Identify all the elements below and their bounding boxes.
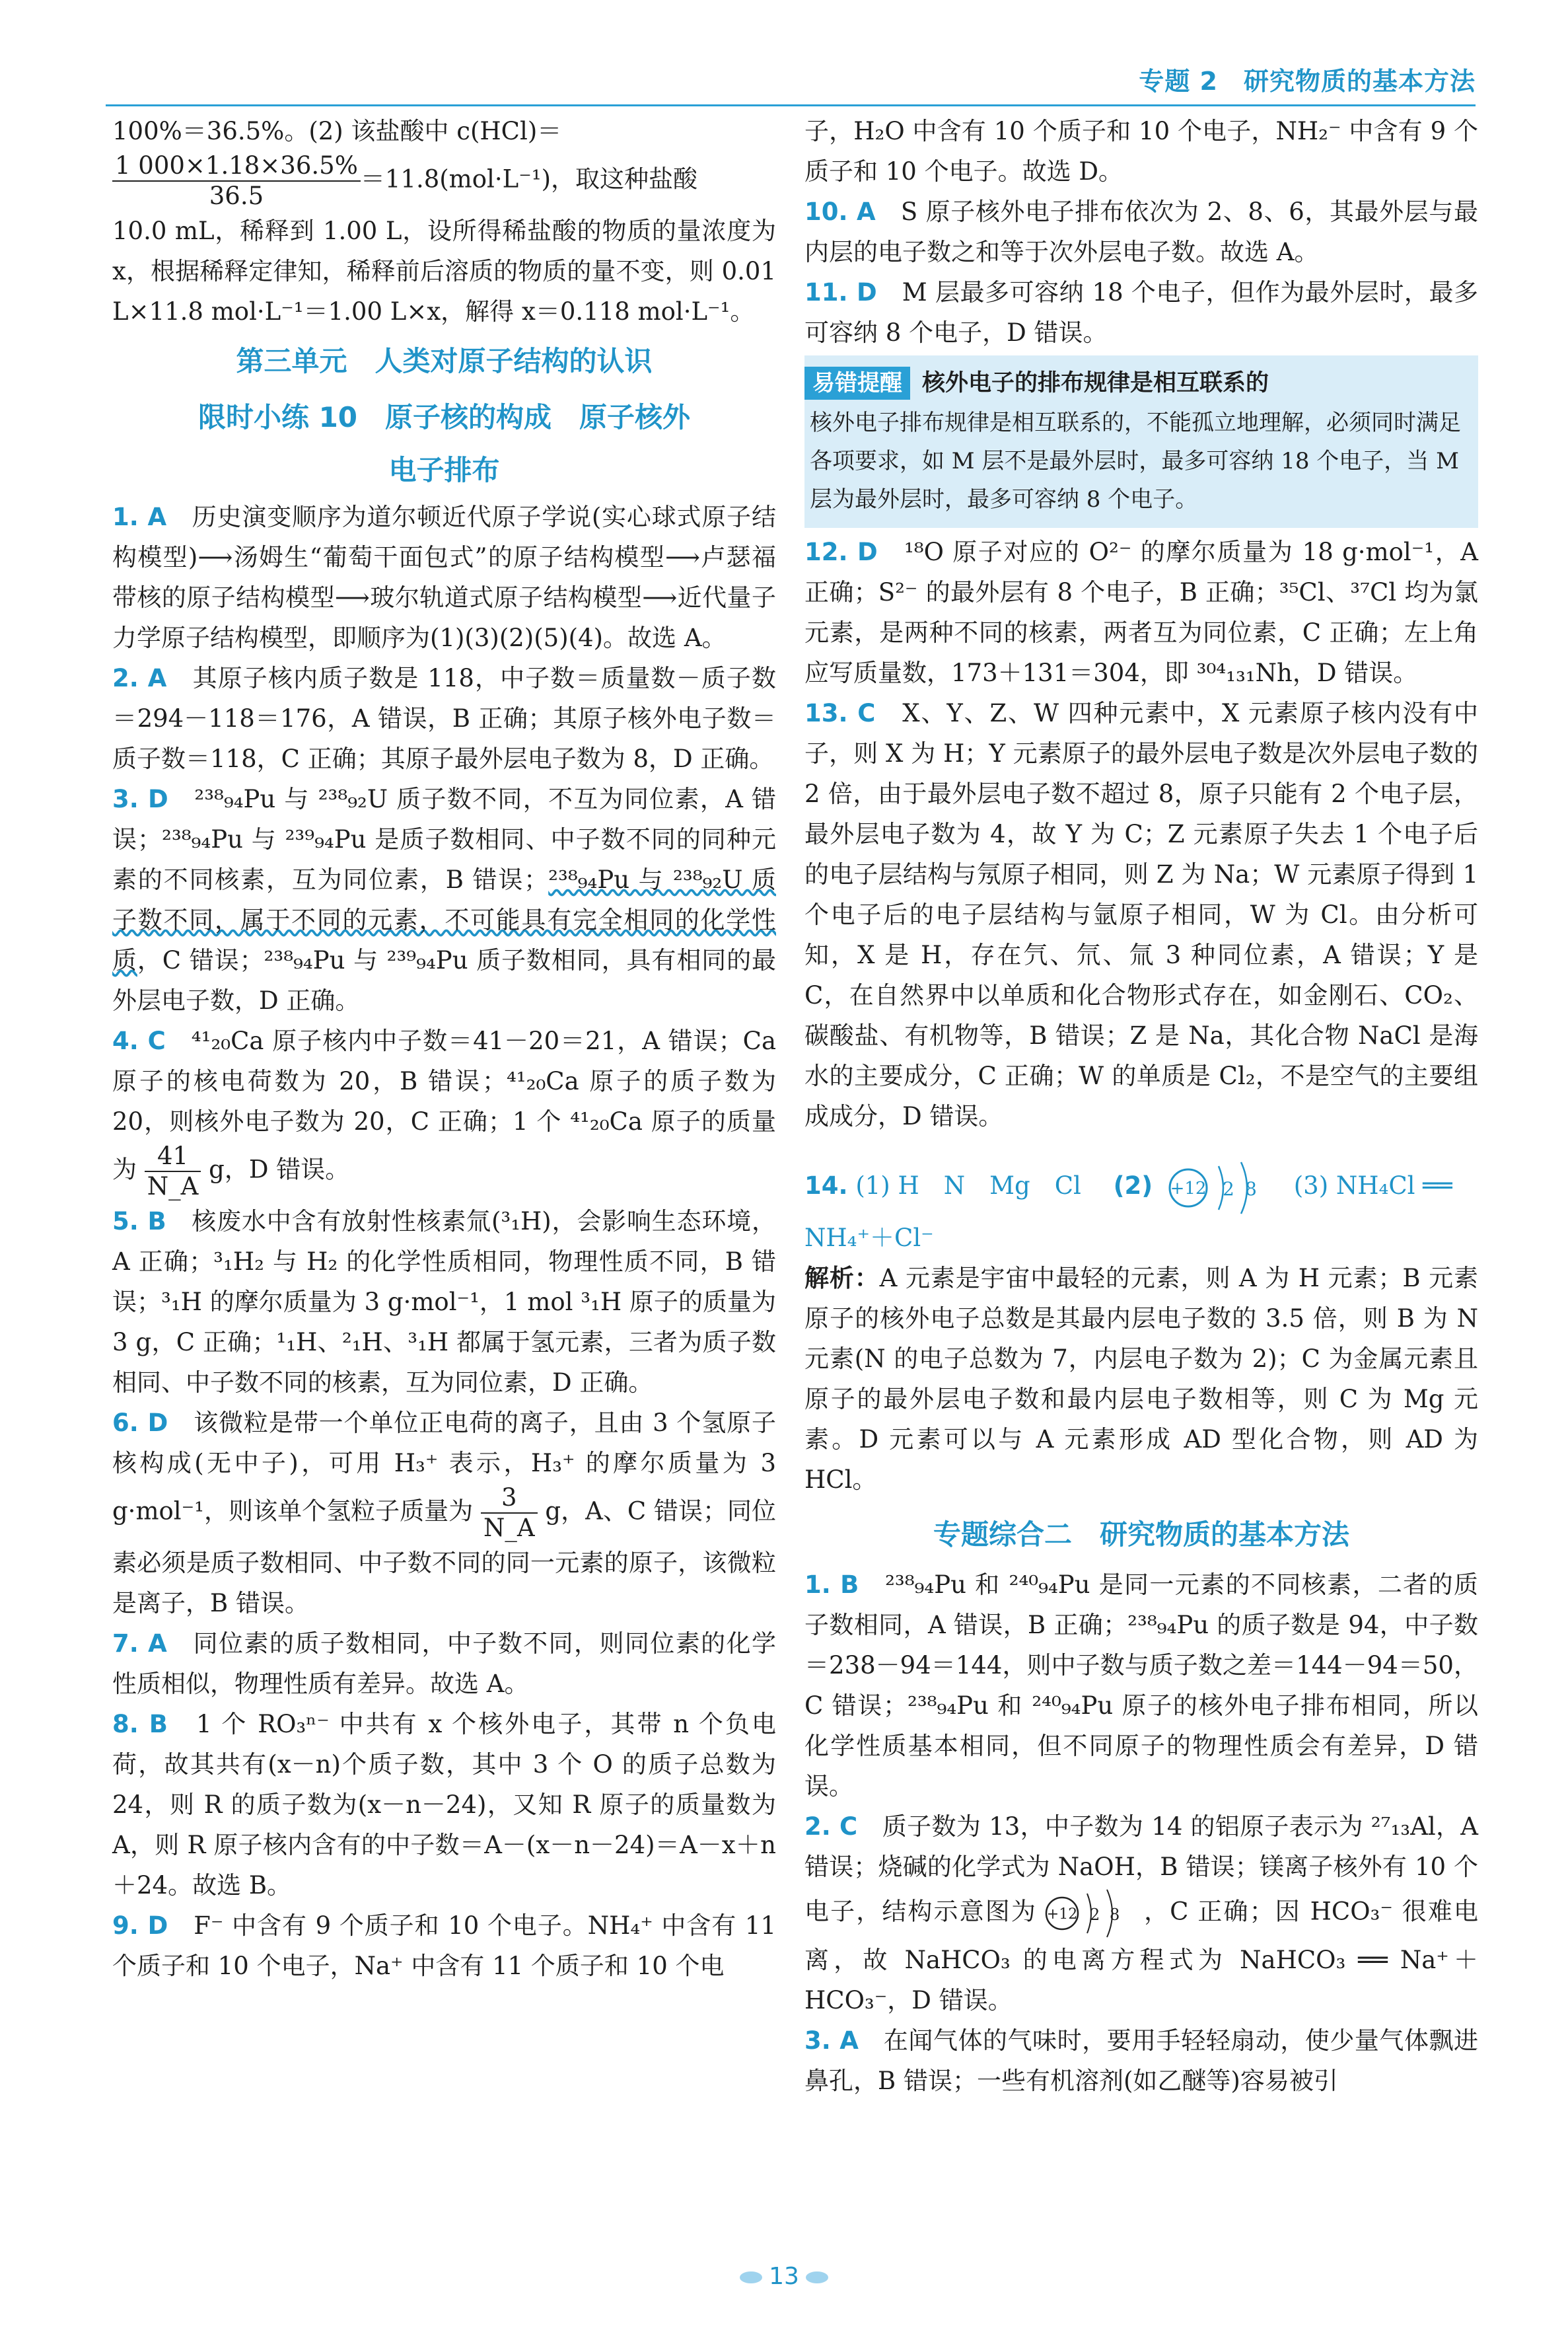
leaf-ornament-icon — [740, 2271, 762, 2283]
left-paragraph-dilution: 10.0 mL，稀释到 1.00 L，设所得稀盐酸的物质的量浓度为 x，根据稀释定律知，稀释前后溶质的物质的量不变，则 0.01 L×11.8 mol·L⁻¹＝1.00 L×x，解得 x＝0.118 mol·L⁻¹。 — [112, 217, 776, 326]
svg-text:8: 8 — [1109, 1905, 1120, 1924]
svg-text:+12: +12 — [1046, 1905, 1078, 1923]
left-line-1: 100%＝36.5%。(2) 该盐酸中 c(HCl)＝ — [112, 117, 562, 145]
page-header-title: 专题 2 研究物质的基本方法 — [1139, 67, 1476, 96]
error-tip-box — [804, 355, 1478, 528]
page-footer — [0, 2263, 1568, 2290]
review-answer-1: 1. B ²³⁸₉₄Pu 和 ²⁴⁰₉₄Pu 是同一元素的不同核素，二者的质子数相同，A 错误，B 正确；²³⁸₉₄Pu 的质子数是 94，中子数＝238－94＝144，则中子数与质子数之差＝144－94＝50，C 错误；²³⁸₉₄Pu 和 ²⁴⁰₉₄Pu 原子的核外电子排布相同，所以化学性质基本相同，但不同原子的物理性质会有差异，D 错误。 — [804, 1570, 1479, 1800]
answer-14-ions: NH₄⁺＋Cl⁻ — [804, 1223, 934, 1252]
answer-7: 7. A 同位素的质子数相同，中子数不同，则同位素的化学性质相似，物理性质有差异。故选 A。 — [112, 1629, 776, 1698]
tip-badge: 易错提醒 — [804, 367, 910, 400]
page-number: 13 — [769, 2263, 799, 2290]
answer-5: 5. B 核废水中含有放射性核素氚(³₁H)，会影响生态环境，A 正确；³₁H₂ 与 H₂ 的化学性质相同，物理性质不同，B 错误；³₁H 的摩尔质量为 3 g·mol⁻¹，1 mol ³₁H 原子的质量为 3 g，C 正确；¹₁H、²₁H、³₁H 都属于氢元素，三者为质子数相同、中子数不同的核素，互为同位素，D 正确。 — [112, 1207, 776, 1397]
answer-12: 12. D ¹⁸O 原子对应的 O²⁻ 的摩尔质量为 18 g·mol⁻¹，A 正确；S²⁻ 的最外层有 8 个电子，B 正确；³⁵Cl、³⁷Cl 均为氯元素，是两种不同的核素，两者互为同位素，C 正确；左上角应写质量数，173＋131＝304，即 ³⁰⁴₁₃₁Nh，D 错误。 — [804, 538, 1479, 687]
answer-9-continued: 子，H₂O 中含有 10 个质子和 10 个电子，NH₂⁻ 中含有 9 个质子和 10 个电子。故选 D。 — [804, 117, 1478, 186]
answer-2: 2. A 其原子核内质子数是 118，中子数＝质量数－质子数＝294－118＝176，A 错误，B 正确；其原子核外电子数＝质子数＝118，C 正确；其原子最外层电子数为 8，D 正确。 — [112, 664, 776, 773]
lesson-title-1: 限时小练 10 原子核的构成 原子核外 — [197, 401, 691, 433]
unit-title: 第三单元 人类对原子结构的认识 — [236, 345, 653, 377]
left-column — [112, 111, 776, 1986]
wavy-underline-note: ²³⁸₉₄Pu 与 ²³⁸₉₂U 质子数不同，属于不同的元素，不可能具有完全相同的化学性质 — [112, 866, 776, 975]
answer-3: 3. D ²³⁸₉₄Pu 与 ²³⁸₉₂U 质子数不同，不互为同位素，A 错误；²³⁸₉₄Pu 与 ²³⁹₉₄Pu 是质子数相同、中子数不同的同种元素的不同核素，互为同位素，B 错误；²³⁸₉₄Pu 与 ²³⁸₉₂U 质子数不同，属于不同的元素，不可能具有完全相同的化学性质，C 错误；²³⁸₉₄Pu 与 ²³⁹₉₄Pu 质子数相同，具有相同的最外层电子数，D 正确。 — [112, 785, 777, 1015]
tip-title: 核外电子的排布规律是相互联系的 — [922, 370, 1269, 396]
svg-text:2: 2 — [1089, 1905, 1100, 1924]
answer-13: 13. C X、Y、Z、W 四种元素中，X 元素原子核内没有中子，则 X 为 H；Y 元素原子的最外层电子数是次外层电子数的 2 倍，由于最外层电子数不超过 8，原子只能有 2 个电子层，最外层电子数为 4，故 Y 为 C；Z 元素原子失去 1 个电子后的电子层结构与氖原子相同，则 Z 为 Na；W 元素原子得到 1 个电子后的电子层结构与氩原子相同，W 为 Cl。由分析可知，X 是 H，存在氕、氘、氚 3 种同位素，A 错误；Y 是 C，在自然界中以单质和化合物形式存在，如金刚石、CO₂、碳酸盐、有机物等，B 错误；Z 是 Na，其化合物 NaCl 是海水的主要成分，C 正确；W 的单质是 Cl₂，不是空气的主要组成成分，D 错误。 — [804, 699, 1478, 1130]
fraction: $\frac{1 000\times 1.18\times 36.5\%}{36.5}$ — [112, 151, 361, 211]
answer-9: 9. D F⁻ 中含有 9 个质子和 10 个电子。NH₄⁺ 中含有 11 个质子和 10 个电子，Na⁺ 中含有 11 个质子和 10 个电 — [112, 1911, 776, 1980]
answer-14: 14. (1) H N Mg Cl (2) +12 2 8 (3) NH₄Cl ══ — [804, 1156, 1478, 1218]
right-column — [804, 111, 1478, 2101]
svg-text:2: 2 — [1222, 1177, 1234, 1200]
left-line-2: $\frac{1 000\times 1.18\times 36.5\%}{36.5}$ ＝11.8(mol·L⁻¹)，取这种盐酸 — [112, 151, 776, 211]
answer-6: 6. D 该微粒是带一个单位正电荷的离子，且由 3 个氢原子核构成(无中子)，可用 H₃⁺ 表示，H₃⁺ 的摩尔质量为 3 g·mol⁻¹，则该单个氢粒子质量为 $\frac{3}{N\_A}$ g，A、C 错误；同位素必须是质子数相同、中子数不同的同一元素的原子，该微粒是离子，B 错误。 — [112, 1409, 777, 1617]
header-rule — [106, 104, 1476, 106]
answer-4: 4. C ⁴¹₂₀Ca 原子核内中子数＝41－20＝21，A 错误；Ca 原子的核电荷数为 20，B 错误；⁴¹₂₀Ca 原子的质子数为 20，则核外电子数为 20，C 正确；1 个 ⁴¹₂₀Ca 原子的质量为 $\frac{41}{N\_A}$ g，D 错误。 — [112, 1027, 777, 1200]
mg-ion-structure-diagram-2 — [1044, 1887, 1136, 1940]
answer-10: 10. A S 原子核外电子排布依次为 2、8、6，其最外层与最内层的电子数之和等于次外层电子数。故选 A。 — [804, 198, 1478, 266]
answer-11: 11. D M 层最多可容纳 18 个电子，但作为最外层时，最多可容纳 8 个电子，D 错误。 — [804, 278, 1479, 347]
tip-body: 核外电子排布规律是相互联系的，不能孤立地理解，必须同时满足各项要求，如 M 层不是最外层时，最多可容纳 18 个电子，当 M 层为最外层时，最多可容纳 8 个电子。 — [810, 410, 1461, 513]
leaf-ornament-icon — [806, 2271, 828, 2283]
svg-text:+12: +12 — [1170, 1178, 1207, 1199]
svg-text:8: 8 — [1244, 1177, 1257, 1200]
topic-summary-title: 专题综合二 研究物质的基本方法 — [933, 1518, 1349, 1551]
review-answer-3: 3. A 在闻气体的气味时，要用手轻轻扇动，使少量气体飘进鼻孔，B 错误；一些有机溶剂(如乙醚等)容易被引 — [804, 2026, 1478, 2095]
answer-1: 1. A 历史演变顺序为道尔顿近代原子学说(实心球式原子结构模型)⟶汤姆生“葡萄干面包式”的原子结构模型⟶卢瑟福带核的原子结构模型⟶玻尔轨道式原子结构模型⟶近代量子力学原子结构模型，即顺序为(1)(3)(2)(5)(4)。故选 A。 — [112, 503, 776, 652]
review-answer-2: 2. C 质子数为 13，中子数为 14 的铝原子表示为 ²⁷₁₃Al，A 错误；烧碱的化学式为 NaOH，B 错误；镁离子核外有 10 个电子，结构示意图为 +12 2 8 ，C 正确；因 HCO₃⁻ 很难电离，故 NaHCO₃ 的电离方程式为 NaHCO₃ ══ Na⁺＋HCO₃⁻，D 错误。 — [804, 1812, 1479, 2014]
answer-8: 8. B 1 个 RO₃ⁿ⁻ 中共有 x 个核外电子，其带 n 个负电荷，故其共有(x－n)个质子数，其中 3 个 O 的质子总数为 24，则 R 的质子数为(x－n－24)，又知 R 原子的质量数为 A，则 R 原子核内含有的中子数＝A－(x－n－24)＝A－x＋n＋24。故选 B。 — [112, 1710, 777, 1900]
lesson-title-2: 电子排布 — [388, 454, 500, 486]
fraction: $\frac{41}{N\_A}$ — [145, 1142, 201, 1201]
answer-14-analysis: 解析：A 元素是宇宙中最轻的元素，则 A 为 H 元素；B 元素原子的核外电子总数是其最内层电子数的 3.5 倍，则 B 为 N 元素(N 的电子总数为 7，内层电子数为 2)；C 为金属元素且原子的最外层电子数和最内层电子数相等，则 C 为 Mg 元素。D 元素可以与 A 元素形成 AD 型化合物，则 AD 为 HCl。 — [804, 1263, 1479, 1494]
mg-ion-structure-diagram — [1167, 1158, 1279, 1218]
fraction: $\frac{3}{N\_A}$ — [481, 1483, 538, 1543]
